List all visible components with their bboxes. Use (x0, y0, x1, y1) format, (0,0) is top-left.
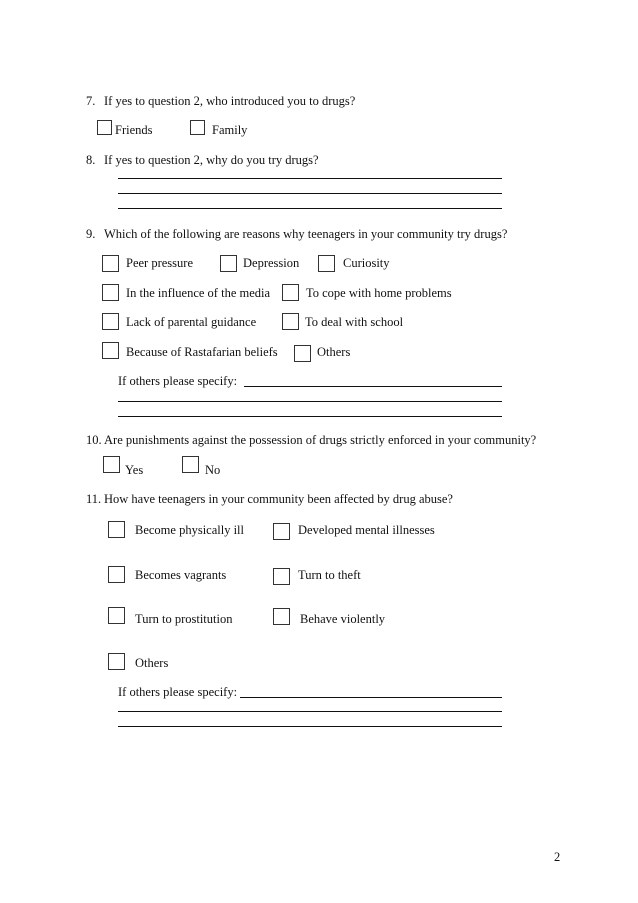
q11-theft-checkbox[interactable] (273, 568, 290, 585)
question-11-number: 11. (86, 492, 102, 506)
q10-no-checkbox[interactable] (182, 456, 199, 473)
q11-vagrants-checkbox[interactable] (108, 566, 125, 583)
q9-rastafarian-checkbox[interactable] (102, 342, 119, 359)
q11-specify-label: If others please specify: (118, 685, 238, 699)
q11-theft-label: Turn to theft (298, 568, 361, 582)
q9-parental-guidance-label: Lack of parental guidance (126, 315, 257, 329)
q11-specify-line-3[interactable] (118, 726, 502, 727)
q9-school-label: To deal with school (305, 315, 404, 329)
q9-curiosity-label: Curiosity (343, 256, 390, 270)
q9-media-checkbox[interactable] (102, 284, 119, 301)
q11-violently-checkbox[interactable] (273, 608, 290, 625)
q8-answer-line-2[interactable] (118, 193, 502, 194)
q11-vagrants-label: Becomes vagrants (135, 568, 227, 582)
q7-friends-checkbox[interactable] (97, 120, 112, 135)
question-10-text: Are punishments against the possession of drugs strictly enforced in your community? (104, 433, 537, 447)
question-8-text: If yes to question 2, why do you try drugs? (104, 153, 319, 167)
q9-others-checkbox[interactable] (294, 345, 311, 362)
q9-specify-line-3[interactable] (118, 416, 502, 417)
question-9-number: 9. (86, 227, 96, 241)
q9-specify-line-1[interactable] (244, 386, 502, 387)
q11-others-label: Others (135, 656, 169, 670)
q9-parental-guidance-checkbox[interactable] (102, 313, 119, 330)
q9-home-problems-label: To cope with home problems (306, 286, 452, 300)
q9-specify-line-2[interactable] (118, 401, 502, 402)
q9-depression-checkbox[interactable] (220, 255, 237, 272)
question-9-text: Which of the following are reasons why teenagers in your community try drugs? (104, 227, 508, 241)
q10-yes-checkbox[interactable] (103, 456, 120, 473)
question-7-text: If yes to question 2, who introduced you to drugs? (104, 94, 356, 108)
q9-curiosity-checkbox[interactable] (318, 255, 335, 272)
q11-prostitution-checkbox[interactable] (108, 607, 125, 624)
question-10-number: 10. (86, 433, 102, 447)
q8-answer-line-1[interactable] (118, 178, 502, 179)
question-8-number: 8. (86, 153, 96, 167)
q9-media-label: In the influence of the media (126, 286, 271, 300)
q9-home-problems-checkbox[interactable] (282, 284, 299, 301)
q11-physically-ill-checkbox[interactable] (108, 521, 125, 538)
q10-yes-label: Yes (125, 463, 144, 477)
q11-others-checkbox[interactable] (108, 653, 125, 670)
q11-prostitution-label: Turn to prostitution (135, 612, 233, 626)
q7-friends-label: Friends (115, 123, 153, 137)
q7-family-label: Family (212, 123, 248, 137)
question-7-number: 7. (86, 94, 96, 108)
q9-others-label: Others (317, 345, 351, 359)
q10-no-label: No (205, 463, 221, 477)
q11-specify-line-2[interactable] (118, 711, 502, 712)
q9-rastafarian-label: Because of Rastafarian beliefs (126, 345, 278, 359)
q9-peer-pressure-label: Peer pressure (126, 256, 193, 270)
question-11-text: How have teenagers in your community been affected by drug abuse? (104, 492, 453, 506)
q9-specify-label: If others please specify: (118, 374, 238, 388)
page-number: 2 (554, 850, 561, 864)
q7-family-checkbox[interactable] (190, 120, 205, 135)
q11-physically-ill-label: Become physically ill (135, 523, 245, 537)
q9-depression-label: Depression (243, 256, 300, 270)
q11-violently-label: Behave violently (300, 612, 386, 626)
q9-peer-pressure-checkbox[interactable] (102, 255, 119, 272)
q8-answer-line-3[interactable] (118, 208, 502, 209)
q11-mental-illnesses-checkbox[interactable] (273, 523, 290, 540)
q9-school-checkbox[interactable] (282, 313, 299, 330)
q11-specify-line-1[interactable] (240, 697, 502, 698)
q11-mental-illnesses-label: Developed mental illnesses (298, 523, 435, 537)
